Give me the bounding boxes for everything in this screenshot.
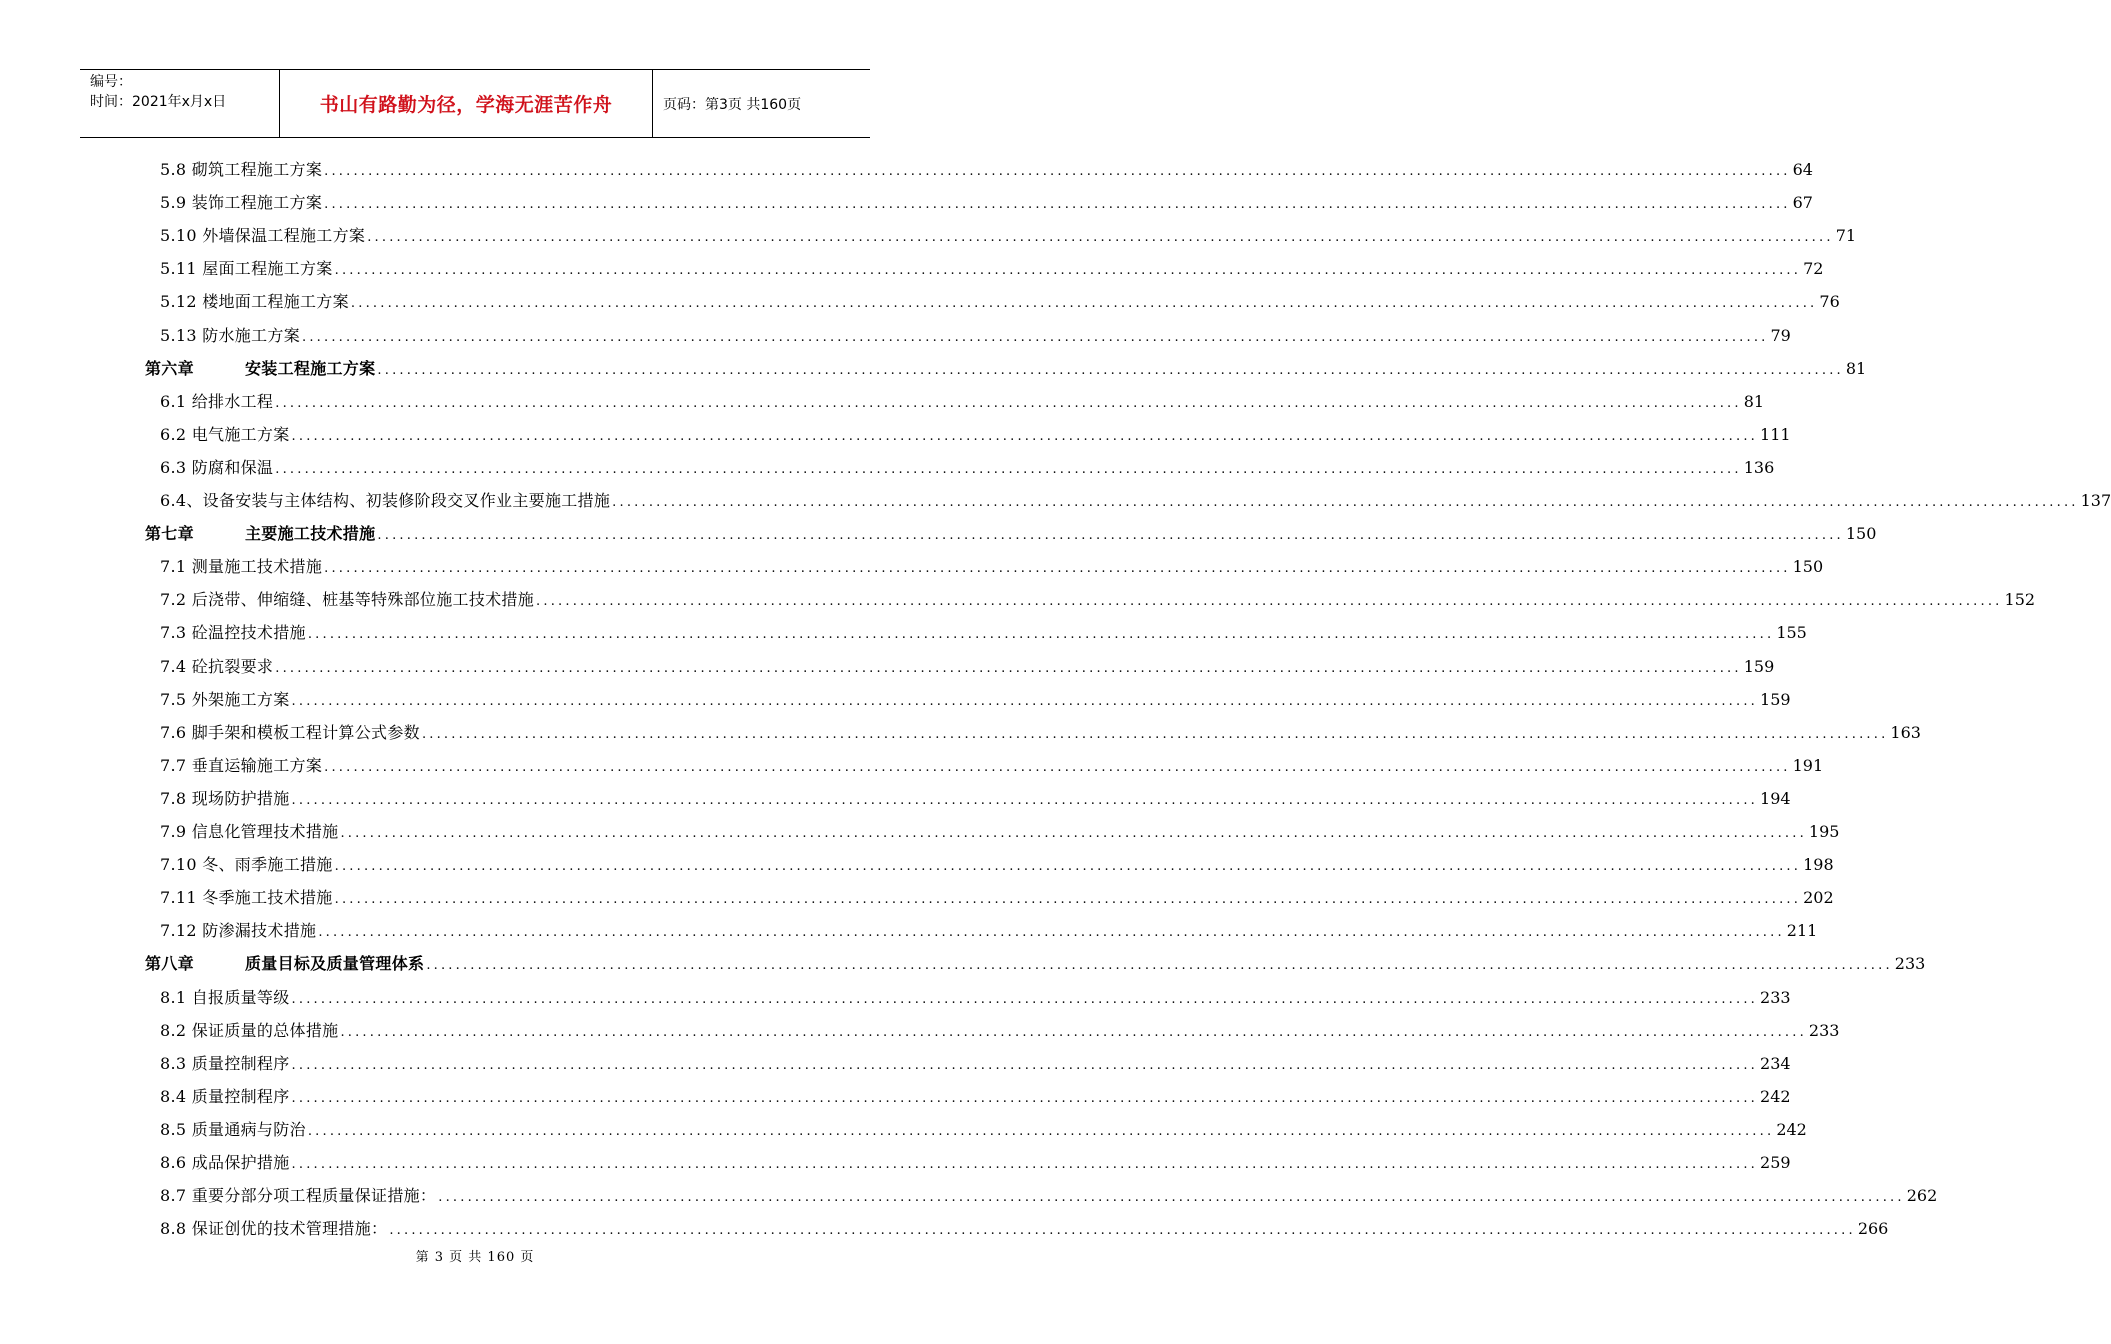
toc-entry-row — [160, 852, 1834, 878]
dot-leader: ........................................................................................................................................................................................................ — [324, 759, 1791, 775]
dot-leader: ........................................................................................................................................................................................................ — [334, 859, 1802, 875]
dot-leader: ........................................................................................................................................................................................................ — [291, 693, 1759, 709]
toc-page-number: 262 — [1906, 1186, 1938, 1206]
toc-page-number: 79 — [1770, 325, 1791, 345]
toc-entry-label: 6.3 防腐和保温 — [160, 457, 274, 477]
toc-page-number: 67 — [1792, 193, 1813, 213]
dot-leader: ........................................................................................................................................................................................................ — [438, 1190, 1905, 1206]
dot-leader: ........................................................................................................................................................................................................ — [334, 263, 1802, 279]
dot-leader: ........................................................................................................................................................................................................ — [367, 230, 1834, 246]
toc-entry-row — [160, 488, 2111, 514]
toc-entry-row — [160, 1018, 1840, 1044]
toc-page-number: 152 — [2004, 590, 2036, 610]
toc-page-number: 72 — [1803, 259, 1824, 279]
toc-page-number: 233 — [1808, 1020, 1840, 1040]
toc-page-number: 259 — [1760, 1153, 1791, 1172]
toc-entry-label: 7.4 砼抗裂要求 — [160, 656, 274, 676]
dot-leader: ........................................................................................................................................................................................................ — [421, 726, 1889, 742]
toc-chapter-title — [145, 951, 424, 977]
toc-page-number: 242 — [1760, 1086, 1791, 1106]
toc-entry-label: 6.2 电气施工方案 — [160, 424, 290, 444]
toc-entry-label: 8.2 保证质量的总体措施 — [160, 1020, 339, 1040]
toc-entry-label: 7.3 砼温控技术措施 — [160, 623, 306, 643]
toc-entry-label: 5.12 楼地面工程施工方案 — [160, 292, 349, 312]
toc-chapter-title — [145, 521, 375, 547]
toc-entry-row — [160, 389, 1765, 415]
toc-entry-label: 7.9 信息化管理技术措施 — [160, 822, 339, 841]
toc-entry-row — [160, 654, 1775, 680]
toc-page-number: 194 — [1760, 788, 1791, 808]
toc-chapter-number: 第七章 — [145, 524, 194, 544]
dot-leader: ........................................................................................................................................................................................................ — [318, 925, 1785, 941]
toc-page-number: 211 — [1786, 921, 1818, 941]
toc-entry-label: 8.6 成品保护措施 — [160, 1153, 290, 1172]
toc-entry-row — [160, 620, 1807, 646]
dot-leader: ........................................................................................................................................................................................................ — [302, 329, 1769, 345]
dot-leader: ........................................................................................................................................................................................................ — [275, 461, 1742, 477]
toc-entry-row — [160, 985, 1791, 1011]
page-footer: 第 3 页 共 160 页 — [415, 1250, 535, 1265]
toc-entry-label: 5.9 装饰工程施工方案 — [160, 193, 323, 213]
toc-page-number: 137 — [2080, 491, 2111, 510]
dot-leader: ........................................................................................................................................................................................................ — [291, 428, 1759, 444]
toc-page-number: 136 — [1743, 457, 1775, 477]
toc-page-number: 266 — [1857, 1219, 1889, 1239]
toc-entry-row — [160, 1084, 1791, 1110]
toc-chapter-number: 第六章 — [145, 358, 194, 378]
toc-entry-label: 7.7 垂直运输施工方案 — [160, 755, 323, 775]
dot-leader: ........................................................................................................................................................................................................ — [389, 1223, 1856, 1239]
toc-entry-row — [160, 918, 1818, 944]
dot-leader: ........................................................................................................................................................................................................ — [340, 1024, 1807, 1040]
toc-entry-row — [160, 1183, 1938, 1209]
toc-page-number: 150 — [1792, 557, 1824, 577]
toc-entry-row — [160, 753, 1824, 779]
toc-entry-label: 8.1 自报质量等级 — [160, 987, 290, 1007]
dot-leader: ........................................................................................................................................................................................................ — [377, 528, 1844, 544]
toc-entry-label: 7.5 外架施工方案 — [160, 689, 290, 709]
toc-page-number: 234 — [1760, 1053, 1791, 1073]
toc-page-number: 242 — [1776, 1119, 1807, 1139]
dot-leader: ........................................................................................................................................................................................................ — [426, 958, 1893, 974]
toc-chapter-label: 主要施工技术措施 — [245, 524, 376, 544]
toc-page-number: 233 — [1894, 954, 1926, 974]
toc-entry-label: 8.8 保证创优的技术管理措施： — [160, 1219, 388, 1239]
toc-entry-label: 5.13 防水施工方案 — [160, 325, 301, 345]
toc-entry-row — [160, 256, 1824, 282]
toc-entry-row — [160, 223, 1857, 249]
toc-page-number: 195 — [1808, 822, 1840, 841]
toc-entry-label: 8.3 质量控制程序 — [160, 1053, 290, 1073]
toc-page-number: 198 — [1803, 855, 1834, 875]
dot-leader: ........................................................................................................................................................................................................ — [334, 892, 1802, 908]
toc-entry-label: 7.10 冬、雨季施工措施 — [160, 855, 333, 875]
dot-leader: ........................................................................................................................................................................................................ — [324, 164, 1791, 179]
toc-page-number: 150 — [1845, 524, 1877, 544]
toc-entry-label: 8.4 质量控制程序 — [160, 1086, 290, 1106]
toc-entry-label: 7.8 现场防护措施 — [160, 788, 290, 808]
dot-leader: ........................................................................................................................................................................................................ — [307, 1123, 1775, 1139]
toc-entry-row — [160, 289, 1840, 315]
toc-entry-row — [160, 587, 2036, 613]
dot-leader: ........................................................................................................................................................................................................ — [275, 395, 1742, 411]
toc-page-number: 191 — [1792, 755, 1824, 775]
dot-leader: ........................................................................................................................................................................................................ — [291, 792, 1759, 808]
toc-chapter-row — [145, 951, 1926, 977]
number-label: 编号： — [90, 74, 132, 90]
toc-entry-label: 7.2 后浇带、伸缩缝、桩基等特殊部位施工技术措施 — [160, 590, 535, 610]
dot-leader: ........................................................................................................................................................................................................ — [275, 660, 1742, 676]
toc-page-number: 233 — [1760, 987, 1791, 1007]
toc-entry-label: 5.8 砌筑工程施工方案 — [160, 160, 323, 179]
toc-entry-label: 7.6 脚手架和模板工程计算公式参数 — [160, 722, 420, 742]
toc-chapter-number: 第八章 — [145, 954, 194, 974]
toc-entry-row — [160, 554, 1824, 580]
toc-entry-label: 8.5 质量通病与防治 — [160, 1119, 306, 1139]
toc-chapter-label: 安装工程施工方案 — [245, 358, 376, 378]
toc-page-number: 202 — [1803, 888, 1834, 908]
dot-leader: ........................................................................................................................................................................................................ — [324, 197, 1791, 213]
dot-leader: ........................................................................................................................................................................................................ — [340, 826, 1807, 841]
toc-page-number: 155 — [1776, 623, 1807, 643]
toc-chapter-row — [145, 521, 1877, 547]
toc-entry-label: 5.11 屋面工程施工方案 — [160, 259, 333, 279]
toc-entry-row — [160, 323, 1791, 349]
toc-entry-row — [160, 1150, 1791, 1176]
dot-leader: ........................................................................................................................................................................................................ — [307, 627, 1775, 643]
dot-leader: ........................................................................................................................................................................................................ — [536, 594, 2003, 610]
header-page-info: 页码：第3页 共160页 — [663, 96, 802, 113]
toc-chapter-label: 质量目标及质量管理体系 — [245, 954, 425, 974]
toc-entry-label: 6.1 给排水工程 — [160, 391, 274, 411]
toc-entry-row — [160, 786, 1791, 812]
toc-page-number: 111 — [1760, 424, 1791, 444]
dot-leader: ........................................................................................................................................................................................................ — [291, 1157, 1759, 1172]
dot-leader: ........................................................................................................................................................................................................ — [291, 991, 1759, 1007]
toc-entry-row — [160, 1051, 1791, 1077]
dot-leader: ........................................................................................................................................................................................................ — [377, 362, 1844, 378]
toc-page-number: 76 — [1819, 292, 1840, 312]
dot-leader: ........................................................................................................................................................................................................ — [612, 495, 2079, 510]
toc-chapter-row — [145, 356, 1867, 382]
dot-leader: ........................................................................................................................................................................................................ — [350, 296, 1818, 312]
toc-page-number: 81 — [1845, 358, 1867, 378]
toc-entry-row — [160, 190, 1813, 216]
toc-page-number: 159 — [1760, 689, 1791, 709]
header-table — [80, 69, 870, 138]
toc-page-number: 71 — [1835, 226, 1857, 246]
toc-entry-row — [160, 885, 1834, 911]
toc-entry-row — [160, 422, 1791, 448]
toc-page-number: 163 — [1890, 722, 1921, 742]
header-motto: 书山有路勤为径，学海无涯苦作舟 — [280, 70, 653, 137]
toc-page-number: 159 — [1743, 656, 1775, 676]
toc-entry-row — [160, 157, 1813, 183]
toc-entry-row — [160, 1117, 1807, 1143]
toc-entry-label: 6.4、设备安装与主体结构、初装修阶段交叉作业主要施工措施 — [160, 491, 611, 510]
toc-entry-label: 7.1 测量施工技术措施 — [160, 557, 323, 577]
toc-entry-row — [160, 720, 1921, 746]
toc-entry-label: 5.10 外墙保温工程施工方案 — [160, 226, 366, 246]
toc-entry-label: 8.7 重要分部分项工程质量保证措施： — [160, 1186, 437, 1206]
time-label: 时间：2021年x月x日 — [90, 94, 227, 110]
toc-page-number: 64 — [1792, 160, 1813, 179]
toc-page-number: 81 — [1743, 391, 1765, 411]
toc-entry-label: 7.11 冬季施工技术措施 — [160, 888, 333, 908]
toc-entry-row — [160, 819, 1840, 845]
dot-leader: ........................................................................................................................................................................................................ — [291, 1090, 1759, 1106]
toc-entry-row — [160, 1216, 1889, 1242]
dot-leader: ........................................................................................................................................................................................................ — [324, 561, 1791, 577]
toc-entry-row — [160, 455, 1775, 481]
dot-leader: ........................................................................................................................................................................................................ — [291, 1057, 1759, 1073]
toc-chapter-title — [145, 356, 375, 382]
toc-entry-row — [160, 687, 1791, 713]
header-meta — [80, 70, 280, 137]
toc-entry-label: 7.12 防渗漏技术措施 — [160, 921, 317, 941]
